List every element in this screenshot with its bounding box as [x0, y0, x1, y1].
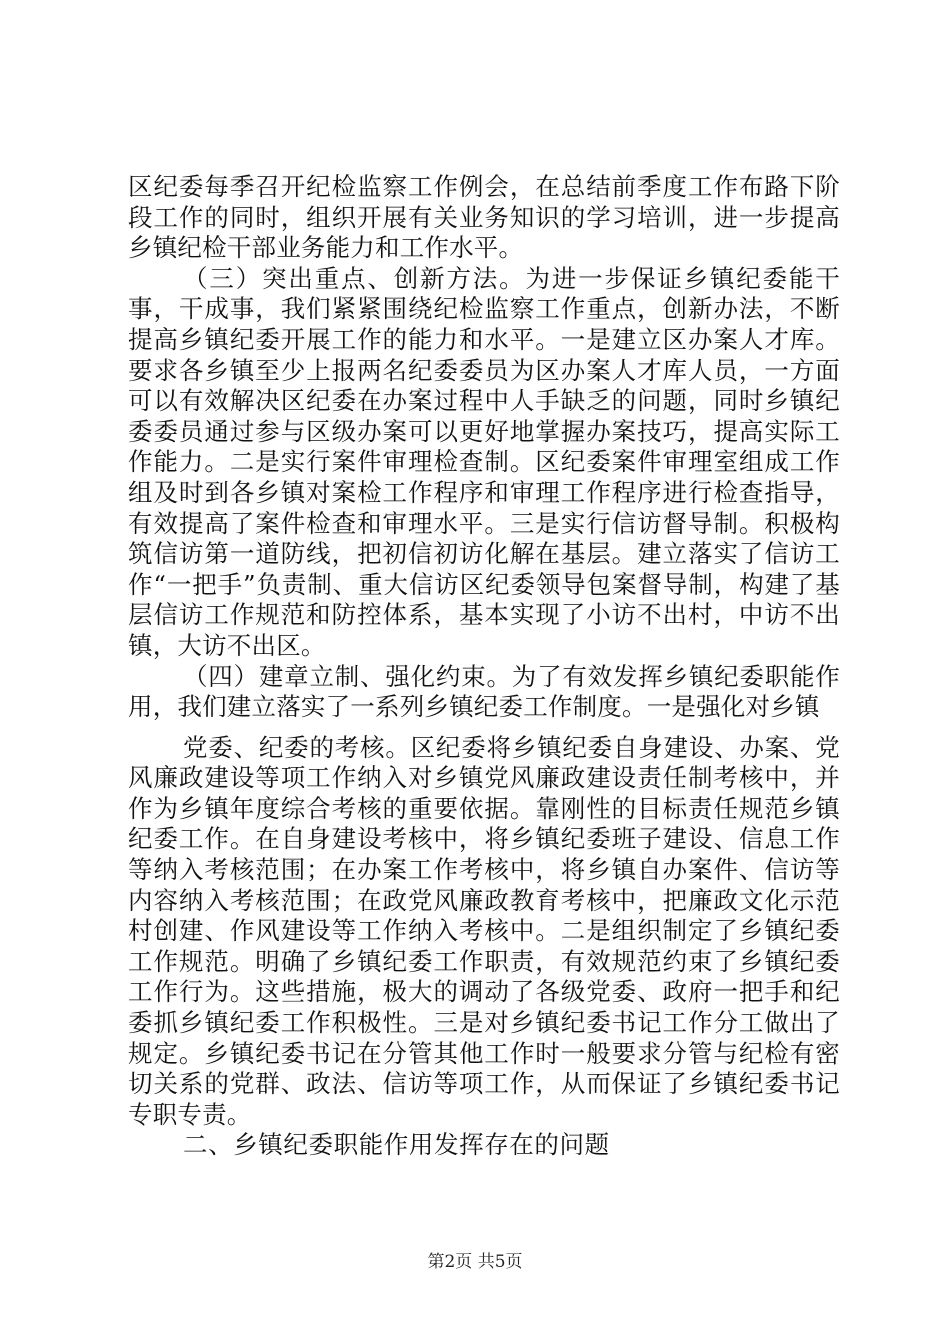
paragraph-gap: [128, 723, 840, 733]
paragraph-section-4: （四）建章立制、强化约束。为了有效发挥乡镇纪委职能作用，我们建立落实了一系列乡镇纪委工作制度。一是强化对乡镇: [128, 661, 840, 722]
paragraph-continuation: 区纪委每季召开纪检监察工作例会，在总结前季度工作布路下阶段工作的同时，组织开展有关业务知识的学习培训，进一步提高乡镇纪检干部业务能力和工作水平。: [128, 172, 840, 263]
document-body: [128, 172, 840, 1161]
paragraph-section-3: （三）突出重点、创新方法。为进一步保证乡镇纪委能干事，干成事，我们紧紧围绕纪检监察工作重点，创新办法，不断提高乡镇纪委开展工作的能力和水平。一是建立区办案人才库。要求各乡镇至少上报两名纪委委员为区办案人才库人员，一方面可以有效解决区纪委在办案过程中人手缺乏的问题，同时乡镇纪委委员通过参与区级办案可以更好地掌握办案技巧，提高实际工作能力。二是实行案件审理检查制。区纪委案件审理室组成工作组及时到各乡镇对案检工作程序和审理工作程序进行检查指导，有效提高了案件检查和审理水平。三是实行信访督导制。积极构筑信访第一道防线，把初信初访化解在基层。建立落实了信访工作“一把手”负责制、重大信访区纪委领导包案督导制，构建了基层信访工作规范和防控体系，基本实现了小访不出村，中访不出镇，大访不出区。: [128, 263, 840, 660]
section-heading: 二、乡镇纪委职能作用发挥存在的问题: [183, 1130, 610, 1160]
page-number-footer: 第2页 共5页: [427, 1252, 523, 1272]
paragraph-assessment: 党委、纪委的考核。区纪委将乡镇纪委自身建设、办案、党风廉政建设等项工作纳入对乡镇党风廉政建设责任制考核中，并作为乡镇年度综合考核的重要依据。靠刚性的目标责任规范乡镇纪委工作。在自身建设考核中，将乡镇纪委班子建设、信息工作等纳入考核范围；在办案工作考核中，将乡镇自办案件、信访等内容纳入考核范围；在政党风廉政教育考核中，把廉政文化示范村创建、作风建设等工作纳入考核中。二是组织制定了乡镇纪委工作规范。明确了乡镇纪委工作职责，有效规范约束了乡镇纪委工作行为。这些措施，极大的调动了各级党委、政府一把手和纪委抓乡镇纪委工作积极性。三是对乡镇纪委书记工作分工做出了规定。乡镇纪委书记在分管其他工作时一般要求分管与纪检有密切关系的党群、政法、信访等项工作，从而保证了乡镇纪委书记专职专责。: [128, 732, 840, 1129]
